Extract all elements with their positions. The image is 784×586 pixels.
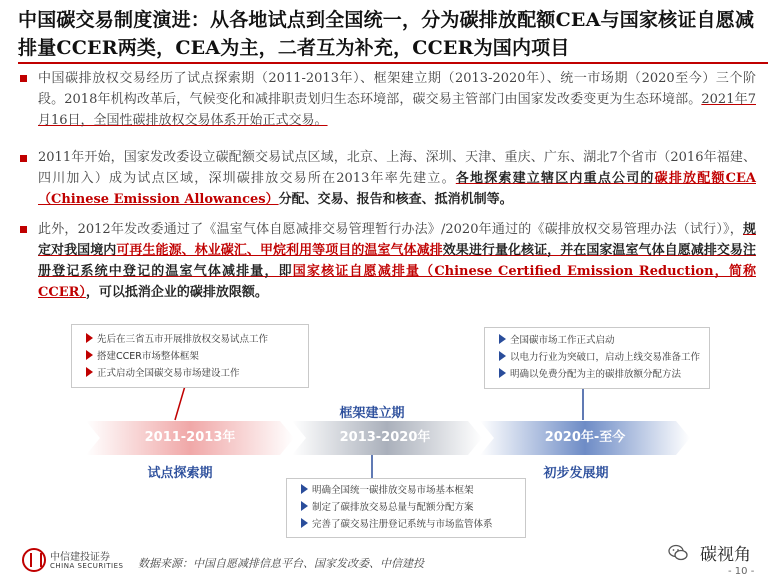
wechat-account [668, 540, 778, 566]
para2-text: 2011年开始，国家发改委设立碳配额交易试点区域，北京、上海、深圳、天津、重庆、广东、湖北7个省市（2016年福建、四川加入）成为试点区域，深圳碳排放交易所在2013年率先建立。 [38, 150, 756, 186]
page-number: - 10 - [728, 566, 755, 577]
data-source-note: 数据来源：中国自愿减排信息平台、国家发改委、中信建投 [138, 557, 424, 570]
phase-years-3: 2020年-至今 [544, 430, 626, 445]
list-item: 搭建CCER市场整体框架 [86, 350, 199, 364]
triangle-bullet-icon [301, 484, 308, 494]
para3-bold-c: ，可以抵消企业的碳排放限额。 [85, 285, 268, 300]
para1-underlined: 2021年7月16日，全国性碳排放权交易体系开始正式交易。 [38, 92, 756, 128]
para3-red-a: 可再生能源、林业碳汇、甲烷利用等项目的温室气体减排 [116, 243, 443, 258]
wechat-icon [668, 544, 688, 562]
connector-line-1 [175, 386, 185, 420]
box-framework-phase [286, 478, 526, 538]
para2-bold-b: 分配、交易、报告和核查、抵消机制等。 [278, 192, 513, 207]
phase-name-1: 试点探索期 [147, 466, 213, 481]
citic-logo-icon [22, 548, 46, 572]
list-item: 以电力行业为突破口，启动上线交易准备工作 [499, 351, 700, 365]
triangle-bullet-icon [499, 334, 506, 344]
para2-red-a: 碳排放配额CEA（Chinese Emission Allowances） [38, 171, 756, 207]
para3-bold-a: 规定对我国境内 [38, 222, 756, 258]
list-item: 正式启动全国碳交易市场建设工作 [86, 367, 240, 381]
logo-cn-text: 中信建投证券 [50, 552, 110, 563]
para2-bold-a: 各地探索建立辖区内重点公司的 [455, 171, 655, 186]
list-item: 全国碳市场工作正式启动 [499, 334, 615, 348]
wechat-name: 碳视角 [700, 545, 751, 565]
box-pilot-phase [71, 324, 309, 388]
para1-text: 中国碳排放权交易经历了试点探索期（2011-2013年）、框架建立期（2013-2020年）、统一市场期（2020至今）三个阶段。2018年机构改革后，气候变化和减排职责划归生态环境部，碳交易主管部门由国家发改委变更为生态环境部。 [38, 71, 756, 107]
company-logo [22, 548, 132, 576]
box-development-phase [484, 327, 710, 389]
triangle-bullet-icon [86, 350, 93, 360]
triangle-bullet-icon [301, 518, 308, 528]
para3-red-b: 国家核证自愿减排量（Chinese Certified Emission Reduction，简称CCER） [38, 264, 756, 300]
phase-name-3: 初步发展期 [543, 466, 609, 481]
phase-years-2: 2013-2020年 [339, 430, 431, 445]
triangle-bullet-icon [301, 501, 308, 511]
phase-name-2: 框架建立期 [339, 406, 405, 421]
page-title: 中国碳交易制度演进：从各地试点到全国统一，分为碳排放配额CEA与国家核证自愿减排量CCER两类，CEA为主，二者互为补充，CCER为国内项目 [18, 9, 755, 59]
triangle-bullet-icon [499, 368, 506, 378]
list-item: 制定了碳排放交易总量与配额分配方案 [301, 501, 474, 515]
list-item: 完善了碳交易注册登记系统与市场监管体系 [301, 518, 493, 532]
para3-text: 此外，2012年发改委通过了《温室气体自愿减排交易管理暂行办法》/2020年通过的《碳排放权交易管理办法（试行）》， [38, 222, 743, 237]
list-item: 明确全国统一碳排放交易市场基本框架 [301, 484, 474, 498]
list-item: 先后在三省五市开展排放权交易试点工作 [86, 333, 268, 347]
logo-en-text: CHINA SECURITIES [50, 562, 124, 570]
triangle-bullet-icon [86, 333, 93, 343]
triangle-bullet-icon [499, 351, 506, 361]
phase-years-1: 2011-2013年 [144, 430, 236, 445]
para3-bold-b: 效果进行量化核证，并在国家温室气体自愿减排交易注册登记系统中登记的温室气体减排量，即 [38, 243, 756, 279]
list-item: 明确以免费分配为主的碳排放额分配方法 [499, 368, 681, 382]
triangle-bullet-icon [86, 367, 93, 377]
